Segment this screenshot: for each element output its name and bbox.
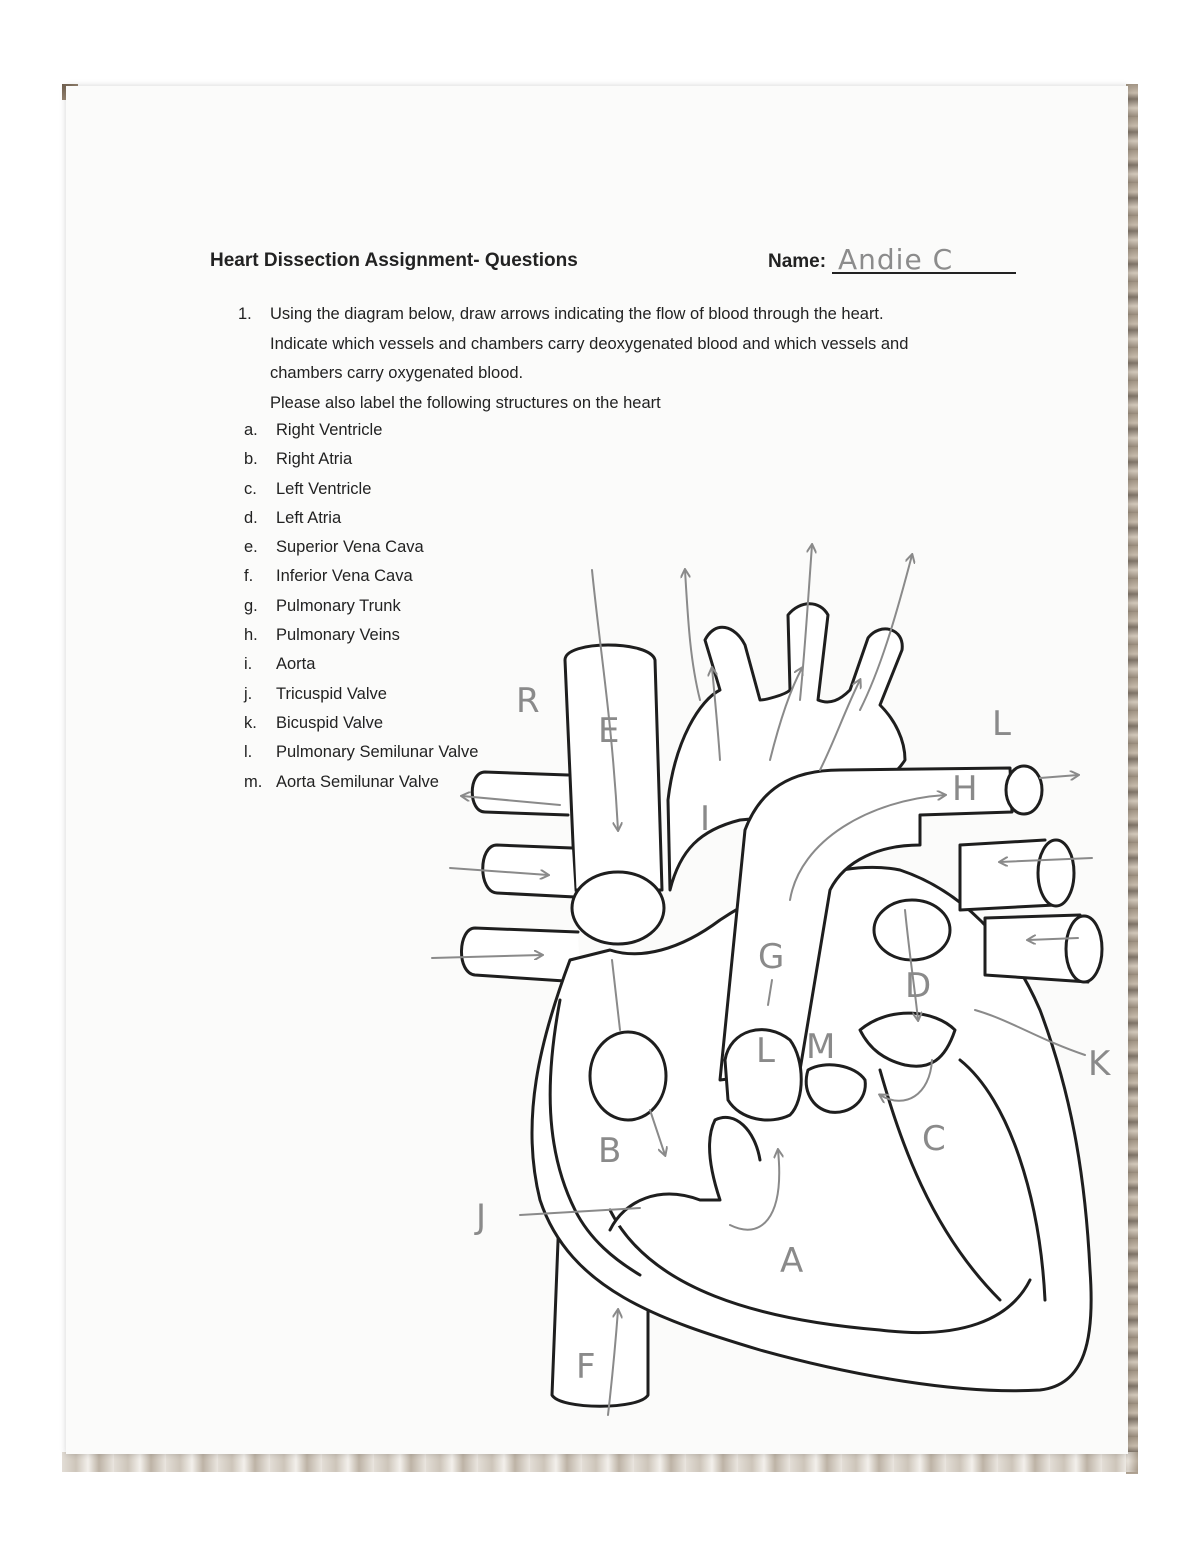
side-left-label: L (992, 704, 1011, 744)
list-item-letter: k. (244, 713, 257, 732)
label-h: H (952, 769, 978, 809)
list-item-name: Pulmonary Veins (276, 626, 400, 645)
list-item-name: Pulmonary Semilunar Valve (276, 743, 479, 762)
question-line: chambers carry oxygenated blood. (270, 364, 524, 382)
list-item-letter: i. (244, 655, 253, 674)
list-item-name: Left Ventricle (276, 479, 372, 498)
right-pulmonary-vessel (472, 772, 568, 815)
list-item-name: Bicuspid Valve (276, 713, 384, 732)
label-b: B (598, 1131, 622, 1171)
label-a: A (780, 1241, 804, 1281)
label-f: F (576, 1347, 596, 1387)
label-l: L (756, 1031, 775, 1071)
question-line: Indicate which vessels and chambers carry deoxygenated blood and which vessels and (270, 334, 909, 353)
left-pulmonary-vein-opening (1038, 840, 1074, 906)
left-atrium-opening (874, 900, 950, 960)
list-item-letter: g. (244, 596, 258, 615)
question-line: Using the diagram below, draw arrows indicating the flow of blood through the heart. (270, 305, 884, 323)
label-i: I (700, 799, 711, 839)
aortic-semilunar-valve (806, 1065, 865, 1113)
list-item-letter: j. (244, 684, 253, 703)
question-line: Please also label the following structures on the heart (270, 393, 661, 412)
list-item-name: Tricuspid Valve (276, 684, 387, 703)
left-pulmonary-vein-opening (1066, 916, 1102, 982)
list-item-name: Inferior Vena Cava (276, 567, 413, 586)
label-g: G (758, 937, 785, 977)
list-item-name: Right Atria (276, 450, 353, 469)
list-item-name: Aorta (276, 655, 316, 674)
list-item-name: Right Ventricle (276, 421, 383, 439)
list-item-letter: f. (244, 567, 254, 586)
list-item-letter: l. (244, 743, 253, 762)
question-number: 1. (238, 305, 252, 323)
list-item-letter: c. (244, 479, 257, 498)
list-item-name: Superior Vena Cava (276, 538, 424, 557)
list-item-letter: d. (244, 508, 258, 527)
worksheet-title: Heart Dissection Assignment- Questions (210, 250, 578, 271)
label-e: E (598, 711, 620, 751)
list-item-letter: e. (244, 538, 258, 557)
coronary-sinus-opening (590, 1032, 666, 1120)
list-item-letter: h. (244, 626, 258, 645)
pulmonary-artery-opening (1006, 766, 1042, 814)
flow-arrow (685, 570, 700, 700)
label-d: D (905, 966, 932, 1006)
name-handwritten: Andie C (838, 243, 954, 276)
list-item-name: Left Atria (276, 508, 342, 527)
list-item-letter: b. (244, 450, 258, 469)
vena-cava-opening (572, 872, 664, 944)
side-right-label: R (516, 681, 540, 721)
label-j: J (476, 1197, 487, 1237)
list-item-name: Pulmonary Trunk (276, 596, 401, 615)
label-m: M (806, 1027, 836, 1067)
name-label: Name: (768, 251, 827, 272)
list-item-letter: m. (244, 772, 263, 791)
list-item-name: Aorta Semilunar Valve (276, 772, 439, 791)
list-item-letter: a. (244, 421, 258, 439)
flow-arrow (1040, 775, 1078, 778)
label-k: K (1088, 1044, 1111, 1084)
label-c: C (922, 1119, 946, 1159)
